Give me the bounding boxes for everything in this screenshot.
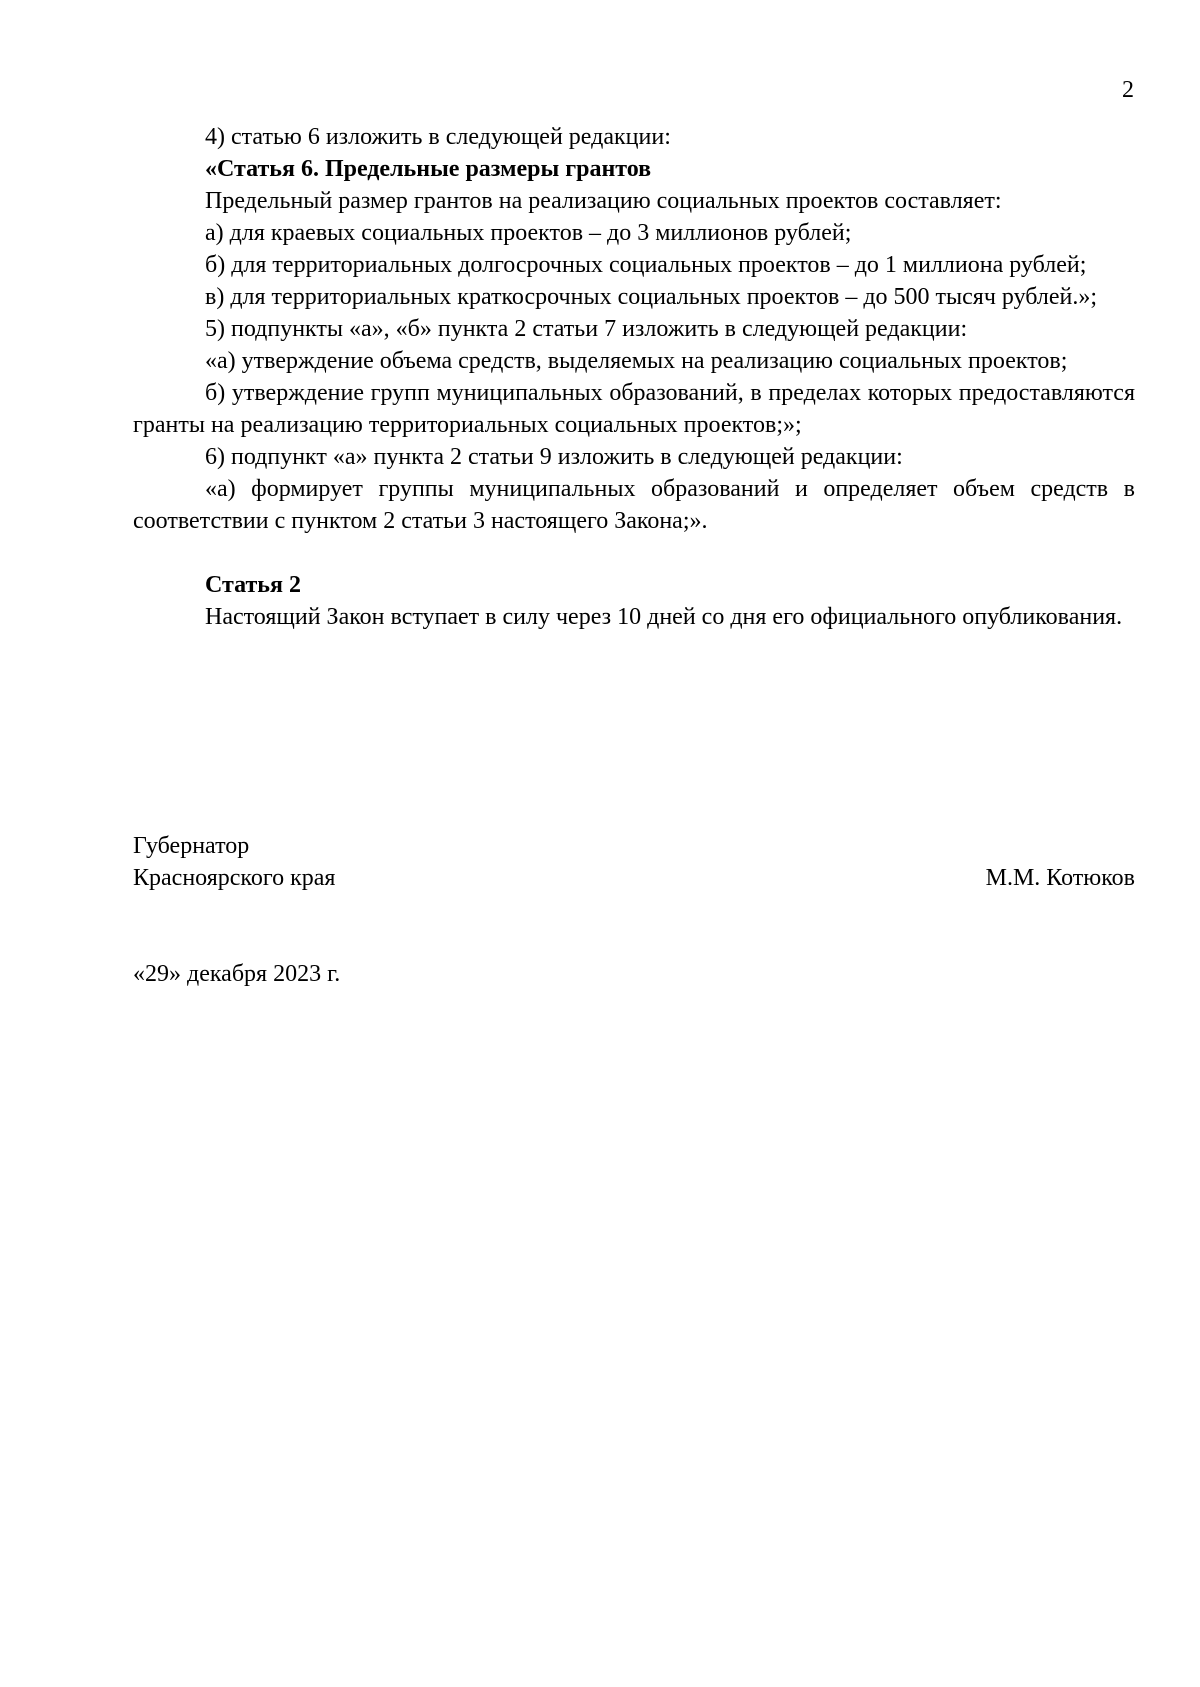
article-6-subitem-b: б) для территориальных долгосрочных социальных проектов – до 1 миллиона рублей; — [205, 252, 1087, 278]
item-4-intro: 4) статью 6 изложить в следующей редакции: — [205, 124, 671, 150]
signature-line-1 — [133, 830, 1135, 862]
item-6-intro: 6) подпункт «а» пункта 2 статьи 9 изложить в следующей редакции: — [205, 444, 903, 470]
document-body — [133, 121, 1135, 633]
item-5-intro: 5) подпункты «а», «б» пункта 2 статьи 7 изложить в следующей редакции: — [205, 316, 968, 342]
article-6-subitem-a: а) для краевых социальных проектов – до 3 миллионов рублей; — [205, 220, 852, 246]
signatory-position-line-2: Красноярского края — [133, 865, 336, 891]
signature-block — [133, 830, 1135, 894]
document-date: «29» декабря 2023 г. — [133, 961, 341, 987]
signatory-name: М.М. Котюков — [985, 865, 1135, 891]
item-5-subitem-a: «а) утверждение объема средств, выделяемых на реализацию социальных проектов; — [205, 348, 1068, 374]
article-6-title: «Статья 6. Предельные размеры грантов — [205, 156, 652, 182]
signature-line-2 — [133, 862, 1135, 894]
item-5-subitem-b: б) утверждение групп муниципальных образований, в пределах которых предоставляются гранты на реализацию территориальных социальных проектов;»; — [133, 380, 1135, 438]
signatory-position-line-1: Губернатор — [133, 833, 250, 859]
section-spacer — [133, 537, 1135, 569]
item-6-subitem-a: «а) формирует группы муниципальных образований и определяет объем средств в соответствии с пунктом 2 статьи 3 настоящего Закона;». — [133, 476, 1135, 534]
page-number: 2 — [1122, 77, 1134, 103]
article-2-title: Статья 2 — [205, 572, 301, 598]
article-6-subitem-v: в) для территориальных краткосрочных социальных проектов – до 500 тысяч рублей.»; — [205, 284, 1098, 310]
article-6-lead: Предельный размер грантов на реализацию социальных проектов составляет: — [205, 188, 1002, 214]
article-2-text: Настоящий Закон вступает в силу через 10 дней со дня его официального опубликования. — [205, 604, 1123, 630]
